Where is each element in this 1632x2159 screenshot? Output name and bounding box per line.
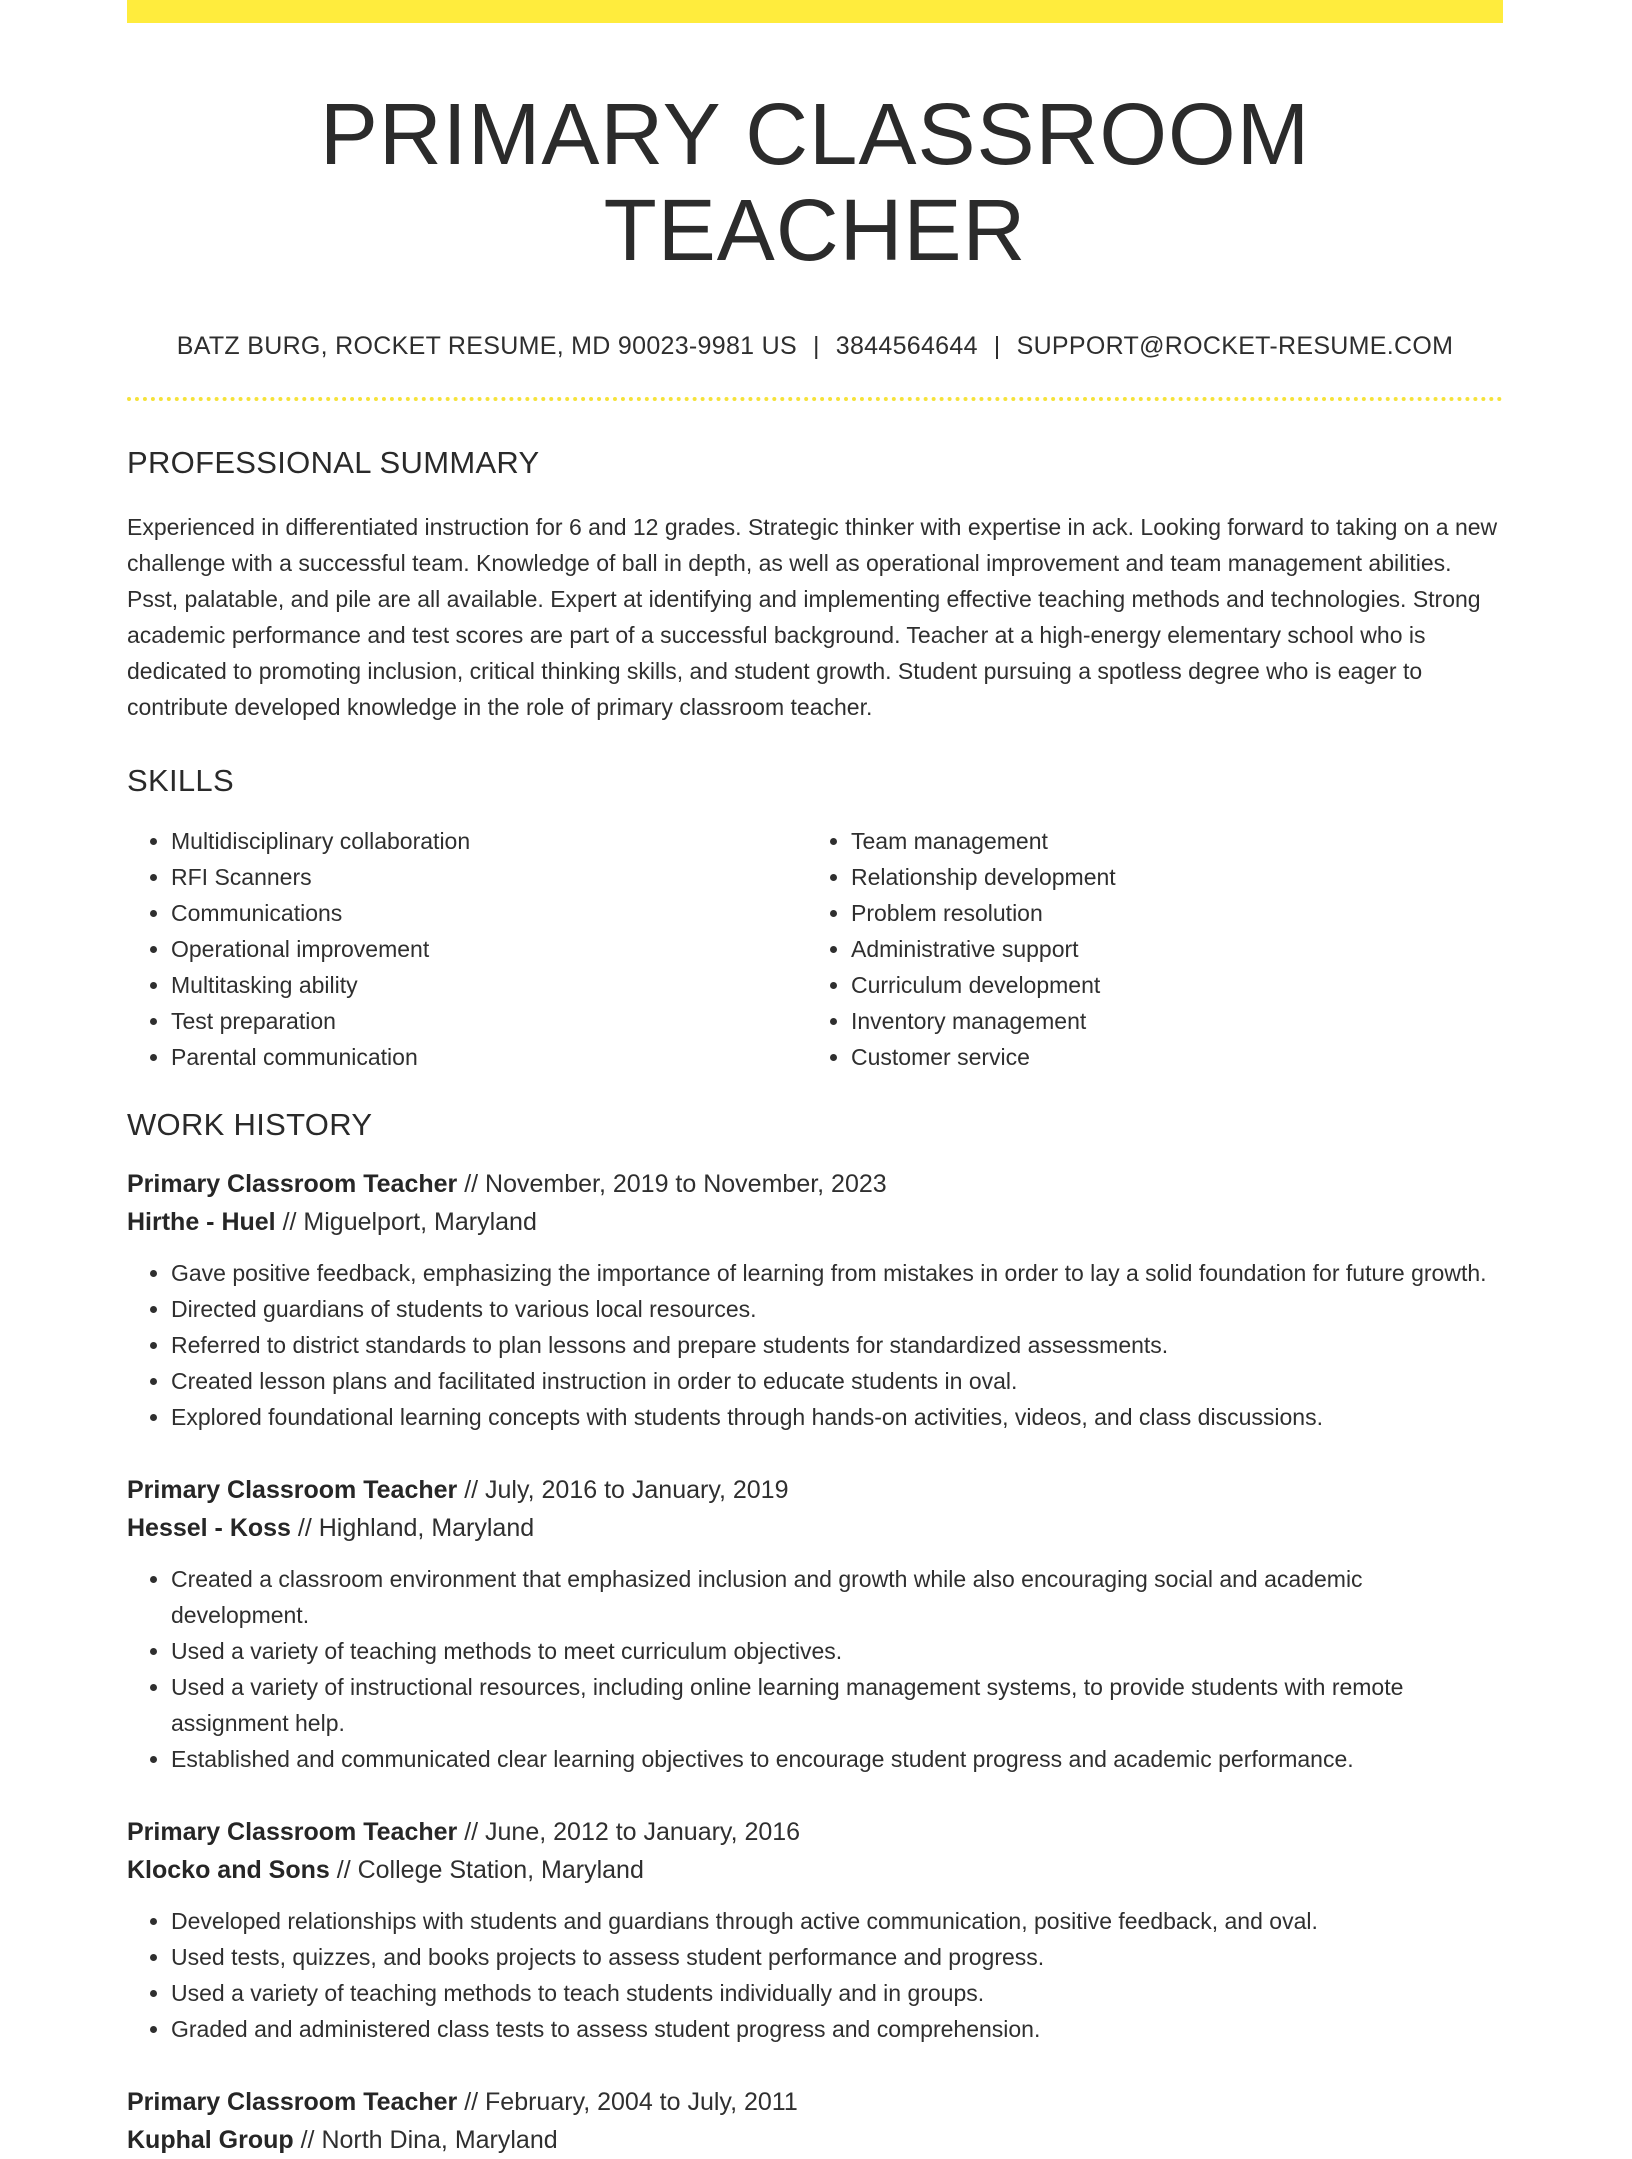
job-title-line (127, 1813, 1503, 1851)
job-company-line (127, 1203, 1503, 1241)
job-bullet: • Referred to district standards to plan lessons and prepare students for standardized assessments. (171, 1327, 1503, 1363)
contact-line (127, 332, 1503, 361)
contact-separator: | (812, 332, 820, 361)
summary-heading: PROFESSIONAL SUMMARY (127, 445, 540, 481)
job-company-line (127, 1509, 1503, 1547)
skill-item: • Curriculum development (851, 967, 1483, 1003)
skill-item: • Parental communication (171, 1039, 803, 1075)
job-entry (127, 1813, 1503, 2047)
contact-email: SUPPORT@ROCKET-RESUME.COM (1016, 332, 1454, 361)
skills-column-right (803, 823, 1483, 1075)
job-bullets (127, 1903, 1503, 2047)
job-title-line (127, 2083, 1503, 2121)
job-bullet: • Directed guardians of students to various local resources. (171, 1291, 1503, 1327)
skills-list (127, 823, 1503, 1075)
job-bullet: • Graded and administered class tests to assess student progress and comprehension. (171, 2011, 1503, 2047)
resume-name: PRIMARY CLASSROOM TEACHER (319, 86, 1311, 279)
job-bullet: • Explored foundational learning concepts with students through hands-on activities, videos, and class discussions. (171, 1399, 1503, 1435)
job-company-line (127, 2121, 1503, 2159)
job-entry (127, 1471, 1503, 1777)
summary-text: Experienced in differentiated instruction for 6 and 12 grades. Strategic thinker with expertise in ack. Looking forward to taking on a new challenge with a successful team. Knowledge of ball in depth, as well as operational improvement and team management abilities. Psst, palatable, and pile are all available. Expert at identifying and implementing effective teaching methods and technologies. Strong academic performance and test scores are part of a successful background. Teacher at a high-energy elementary school who is dedicated to promoting inclusion, critical thinking skills, and student growth. Student pursuing a spotless degree who is eager to contribute developed knowledge in the role of primary classroom teacher. (127, 514, 1498, 721)
skill-item: • Relationship development (851, 859, 1483, 895)
skill-item: • Problem resolution (851, 895, 1483, 931)
skill-item: • Team management (851, 823, 1483, 859)
contact-phone: 3844564644 (835, 332, 978, 361)
job-entry (127, 1165, 1503, 1435)
job-company-line (127, 1851, 1503, 1889)
skill-item: • Inventory management (851, 1003, 1483, 1039)
job-bullet: • Developed relationships with students and guardians through active communication, positive feedback, and oval. (171, 1903, 1503, 1939)
job-role: Primary Classroom Teacher (127, 1476, 458, 1505)
skill-item: • Multidisciplinary collaboration (171, 823, 803, 859)
job-bullet: • Used a variety of instructional resources, including online learning management systems, to provide students with remote assignment help. (171, 1669, 1503, 1741)
job-dates: // November, 2019 to November, 2023 (457, 1170, 887, 1199)
job-company: Kuphal Group (127, 2126, 294, 2155)
job-bullet: • Used tests, quizzes, and books projects to assess student performance and progress. (171, 1939, 1503, 1975)
skill-item: • Test preparation (171, 1003, 803, 1039)
job-bullet: • Used a variety of teaching methods to meet curriculum objectives. (171, 1633, 1503, 1669)
job-dates: // June, 2012 to January, 2016 (457, 1818, 801, 1847)
job-bullets (127, 1561, 1503, 1777)
job-entry (127, 2083, 1503, 2159)
job-bullet: • Used a variety of teaching methods to teach students individually and in groups. (171, 1975, 1503, 2011)
skills-column-left (127, 823, 803, 1075)
contact-separator: | (993, 332, 1001, 361)
job-role: Primary Classroom Teacher (127, 2088, 458, 2117)
resume-page (127, 0, 1503, 2159)
job-company: Hirthe - Huel (127, 1208, 276, 1237)
job-dates: // February, 2004 to July, 2011 (457, 2088, 798, 2117)
job-dates: // July, 2016 to January, 2019 (457, 1476, 789, 1505)
skill-item: • Operational improvement (171, 931, 803, 967)
job-company: Hessel - Koss (127, 1514, 291, 1543)
contact-address: BATZ BURG, ROCKET RESUME, MD 90023-9981 US (176, 332, 797, 361)
skill-item: • Communications (171, 895, 803, 931)
job-bullet: • Created lesson plans and facilitated instruction in order to educate students in oval. (171, 1363, 1503, 1399)
job-title-line (127, 1471, 1503, 1509)
job-title-line (127, 1165, 1503, 1203)
job-location: // College Station, Maryland (329, 1856, 644, 1885)
skills-heading: SKILLS (127, 763, 234, 799)
work-history-heading: WORK HISTORY (127, 1107, 373, 1143)
skill-item: • Customer service (851, 1039, 1483, 1075)
job-role: Primary Classroom Teacher (127, 1170, 458, 1199)
job-bullet: • Established and communicated clear learning objectives to encourage student progress and academic performance. (171, 1741, 1503, 1777)
skill-item: • Multitasking ability (171, 967, 803, 1003)
job-role: Primary Classroom Teacher (127, 1818, 458, 1847)
job-company: Klocko and Sons (127, 1856, 330, 1885)
skill-item: • RFI Scanners (171, 859, 803, 895)
job-bullet: • Gave positive feedback, emphasizing the importance of learning from mistakes in order to lay a solid foundation for future growth. (171, 1255, 1503, 1291)
job-location: // Miguelport, Maryland (275, 1208, 537, 1237)
skill-item: • Administrative support (851, 931, 1483, 967)
job-bullets (127, 1255, 1503, 1435)
job-bullet: • Created a classroom environment that emphasized inclusion and growth while also encouraging social and academic development. (171, 1561, 1503, 1633)
accent-bar (127, 0, 1503, 23)
job-location: // Highland, Maryland (290, 1514, 535, 1543)
job-location: // North Dina, Maryland (293, 2126, 558, 2155)
header-divider (127, 397, 1503, 401)
